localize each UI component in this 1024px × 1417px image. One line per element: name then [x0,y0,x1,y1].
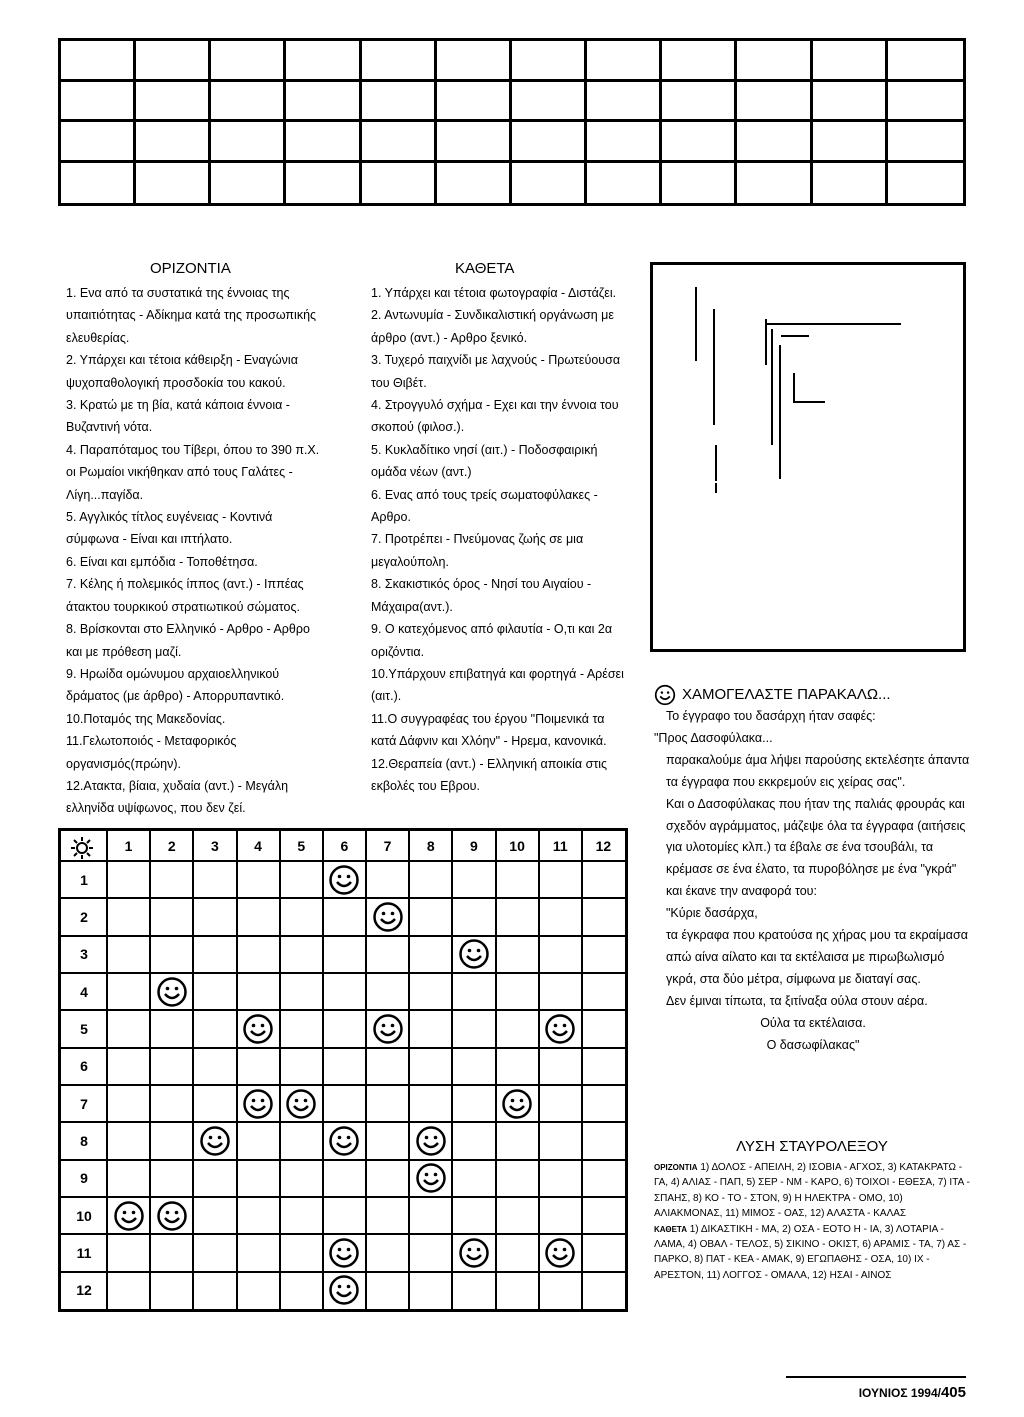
empty-grid-top [58,38,966,206]
column-number: 4 [254,838,262,854]
grid-cell[interactable] [286,82,361,123]
grid-cell[interactable] [61,41,136,82]
board-grid-line [61,1047,625,1049]
row-number: 11 [76,1245,92,1261]
drawing-line [781,335,809,337]
drawing-line [715,483,717,493]
solution-down-text: 1) ΔΙΚΑΣΤΙΚΗ - ΜΑ, 2) ΟΣΑ - ΕΟΤΟ Η - ΙΑ, 3) ΛΟΤΑΡΙΑ - ΛΑΜΑ, 4) ΟΒΑΛ - ΤΕΛΟΣ, 5) ΣΙΚΙΝΟ - ΟΚΙΣΤ, 6) ΑΡΑΜΙΣ - ΤΑ, 7) ΑΣ - ΠΑΡΚΟ, 8) ΠΑΤ - ΚΕΑ - ΑΜΑΚ, 9) ΕΓΩΠΑΘΗΣ - ΟΣΑ, 10) ΙΧ - ΑΡΕΣΤΟΝ, 11) ΛΟΓΓΟΣ - ΟΜΑΛΑ, 12) ΗΣΑΙ - ΑΙΝΟΣ [654,1223,967,1281]
grid-cell[interactable] [136,41,211,82]
humor-line: Δεν έμιναι τίπωτα, τα ξιτίναξα ούλα στουν αέρα. [666,993,928,1008]
drawing-line [793,373,795,403]
grid-cell[interactable] [362,41,437,82]
down-clue: 2. Αντωνυμία - Συνδικαλιστική οργάνωση με άρθρο (αντ.) - Αρθρο ξενικό. [371,308,614,345]
board-grid-line [322,831,324,1309]
solution-down-label: ΚΑΘΕΤΑ [654,1224,687,1234]
board-grid-line [61,1084,625,1086]
board-grid-line [61,897,625,899]
column-number: 2 [167,838,176,854]
row-number: 7 [80,1095,88,1112]
column-number: 8 [426,838,435,854]
grid-cell[interactable] [888,163,963,204]
grid-cell[interactable] [662,163,737,204]
smiley-block-icon [156,1200,188,1232]
grid-cell[interactable] [587,163,662,204]
smiley-block-icon [328,1237,360,1269]
across-clue: 8. Βρίσκονται στο Ελληνικό - Αρθρο - Αρθρο και με πρόθεση μαζί. [66,622,310,659]
grid-cell[interactable] [813,41,888,82]
board-grid-line [61,972,625,974]
smiley-block-icon [544,1237,576,1269]
board-grid-line [495,831,497,1309]
solution-across-text: 1) ΔΟΛΟΣ - ΑΠΕΙΛΗ, 2) ΙΣΟΒΙΑ - ΑΓΧΟΣ, 3) ΚΑΤΑΚΡΑΤΩ - ΓΑ, 4) ΑΛΙΑΣ - ΠΑΠ, 5) ΣΕΡ - ΝΜ - ΚΑΡΟ, 6) ΤΟΙΧΟΙ - ΕΘΕΣΑ, 7) ΙΤΑ - ΣΠΑΗΣ, 8) ΚΟ - ΤΟ - ΣΤΟΝ, 9) Η ΗΛΕΚΤΡΑ - ΟΜΟ, 10) ΑΛΙΑΚΜΟΝΑΣ, 11) ΜΙΜΟΣ - ΟΑΣ, 12) ΑΛΑΣΤΑ - ΚΑΛΑΣ [654,1162,970,1220]
across-heading: ΟΡΙΖΟΝΤΙΑ [150,260,231,277]
grid-cell[interactable] [512,122,587,163]
grid-cell[interactable] [813,163,888,204]
down-clue: 3. Τυχερό παιχνίδι με λαχνούς - Πρωτεύουσα του Θιβέτ. [371,353,621,390]
smiley-block-icon [544,1013,576,1045]
column-number: 5 [297,838,306,854]
solution-down [654,1222,970,1284]
grid-cell[interactable] [813,122,888,163]
grid-cell[interactable] [61,122,136,163]
board-grid-line [61,860,625,862]
grid-cell[interactable] [737,82,812,123]
grid-cell[interactable] [888,122,963,163]
smiley-block-icon [458,938,490,970]
across-clue: 12.Ατακτα, βίαια, χυδαία (αντ.) - Μεγάλη ελληνίδα υψίφωνος, που δεν ζεί. [66,778,289,816]
grid-cell[interactable] [587,122,662,163]
row-number: 9 [80,1170,88,1187]
smiley-block-icon [328,864,360,896]
smiley-block-icon [113,1200,145,1232]
page-footer [859,1384,966,1401]
grid-cell[interactable] [286,122,361,163]
humor-line: τα έγκραφα που κρατούσα ης χήρας μου τα εκραίμασα απώ αίνα αίλατο και τα εκτέλαισα με πιρωβωλισμό γκρά, στα δύο μέτρα, σίμφωνα με διαταγί σας. [666,928,968,986]
grid-cell[interactable] [211,163,286,204]
humor-line: Ούλα τα εκτέλαισα. [760,1015,866,1030]
humor-title [654,684,972,706]
across-clue: 2. Υπάρχει και τέτοια κάθειρξη - Εναγώνια ψυχοπαθολογική προσδοκία του κακού. [66,353,298,390]
crossword-board-grid [61,831,625,1309]
smiley-block-icon [501,1088,533,1120]
column-number: 7 [383,838,392,854]
humor-line: Ο δασωφίλακας" [766,1037,860,1052]
solution-across [654,1160,970,1222]
grid-cell[interactable] [136,163,211,204]
board-grid-line [538,831,540,1309]
drawing-line [771,329,773,445]
down-heading: ΚΑΘΕΤΑ [455,260,515,277]
across-clue: 4. Παραπόταμος του Τίβερι, όπου το 390 π.Χ. οι Ρωμαίοι νικήθηκαν από τους Γαλάτες - Λίγη...παγίδα. [66,442,320,502]
grid-cell[interactable] [662,122,737,163]
down-clue: 1. Υπάρχει και τέτοια φωτογραφία - Διστάζει. [371,286,617,300]
grid-cell[interactable] [888,41,963,82]
down-clue: 5. Κυκλαδίτικο νησί (αιτ.) - Ποδοσφαιρική ομάδα νέων (αντ.) [371,442,598,480]
board-grid-line [149,831,151,1309]
grid-cell[interactable] [211,122,286,163]
grid-cell[interactable] [437,41,512,82]
line-drawing-frame [650,262,966,652]
board-grid-line [61,1159,625,1161]
grid-cell[interactable] [362,82,437,123]
grid-cell[interactable] [737,122,812,163]
smiley-block-icon [242,1088,274,1120]
across-clue: 1. Ενα από τα συστατικά της έννοιας της υπαιτιότητας - Αδίκημα κατά της προσωπικής ελευθερίας. [66,286,317,345]
board-grid-line [61,1009,625,1011]
grid-cell[interactable] [662,41,737,82]
drawing-line [695,287,697,361]
solution-title: ΛΥΣΗ ΣΤΑΥΡΟΛΕΞΟΥ [736,1138,888,1155]
row-number: 5 [80,1021,88,1037]
row-number: 6 [80,1058,88,1075]
grid-cell[interactable] [737,163,812,204]
drawing-line [765,319,767,365]
down-clue: 9. Ο κατεχόμενος από φιλαυτία - Ο,τι και 2α οριζόντια. [371,622,613,659]
humor-line: "Προς Δασοφύλακα... [654,730,773,745]
drawing-line [767,323,901,325]
smiley-block-icon [458,1237,490,1269]
column-number: 3 [211,838,219,854]
humor-line: Το έγγραφο του δασάρχη ήταν σαφές: [666,709,876,723]
grid-cell[interactable] [437,82,512,123]
smiley-block-icon [415,1162,447,1194]
smiley-block-icon [242,1013,274,1045]
grid-cell[interactable] [437,122,512,163]
humor-line: παρακαλούμε άμα λήψει παρούσης εκτελέσητε άπαντα τα έγγραφα που εκκρεμούν εις χείρας σας". [666,752,970,789]
across-clue: 11.Γελωτοποιός - Μεταφορικός οργανισμός(πρώην). [66,734,237,771]
column-number: 6 [340,838,349,854]
grid-cell[interactable] [211,41,286,82]
across-clues [66,258,328,820]
across-clue: 3. Κρατώ με τη βία, κατά κάποια έννοια - Βυζαντινή νότα. [66,398,290,435]
board-grid-line [61,1271,625,1273]
across-clue: 6. Είναι και εμπόδια - Τοποθέτησα. [66,554,258,569]
solution-across-label: ΟΡΙΖΟΝΤΙΑ [654,1163,698,1172]
across-clue: 7. Κέλης ή πολεμικός ίππος (αντ.) - Ιππέας άτακτου τουρκικού στρατιωτικού σώματος. [66,577,304,614]
grid-cell[interactable] [587,82,662,123]
row-number: 4 [80,983,88,1000]
grid-cell[interactable] [437,163,512,204]
grid-cell[interactable] [512,82,587,123]
footer-month: ΙΟΥΝΙΟΣ 1994/ [858,1386,941,1400]
smiley-icon [654,684,676,706]
grid-cell[interactable] [61,163,136,204]
drawing-line [779,345,781,479]
board-grid-line [365,831,367,1309]
down-clues [371,258,633,797]
humor-column [654,684,972,1057]
grid-cell[interactable] [813,82,888,123]
grid-cell[interactable] [286,163,361,204]
smiley-block-icon [156,976,188,1008]
down-clue: 8. Σκακιστικός όρος - Νησί του Αιγαίου - Μάχαιρα(αντ.). [371,577,592,614]
smiley-block-icon [415,1125,447,1157]
column-number: 9 [470,838,478,854]
crossword-board [58,828,628,1312]
board-grid-line [581,831,583,1309]
humor-line: "Κύριε δασάρχα, [666,906,758,921]
drawing-line [713,309,715,425]
down-clue: 12.Θεραπεία (αντ.) - Ελληνική αποικία στις εκβολές του Εβρου. [371,756,608,793]
row-number: 10 [76,1207,92,1224]
board-grid-line [279,831,281,1309]
grid-cell[interactable] [362,163,437,204]
page-number: 405 [940,1384,966,1401]
column-number: 10 [509,838,525,854]
grid-cell[interactable] [61,82,136,123]
grid-cell[interactable] [211,82,286,123]
smiley-block-icon [372,1013,404,1045]
board-grid-line [61,1233,625,1235]
board-grid-line [61,1121,625,1123]
smiley-block-icon [285,1088,317,1120]
row-number: 8 [80,1133,88,1149]
grid-cell[interactable] [587,41,662,82]
across-clue: 5. Αγγλικός τίτλος ευγένειας - Κοντινά σύμφωνα - Είναι και ιπτήλατο. [66,510,273,547]
board-grid-line [236,831,238,1309]
grid-cell[interactable] [286,41,361,82]
grid-cell[interactable] [662,82,737,123]
humor-title-text: ΧΑΜΟΓΕΛΑΣΤΕ ΠΑΡΑΚΑΛΩ... [682,686,891,703]
down-clue: 7. Προτρέπει - Πνεύμονας ζωής σε μια μεγαλούπολη. [371,532,584,569]
drawing-line [795,401,825,403]
grid-cell[interactable] [136,82,211,123]
down-clue: 4. Στρογγυλό σχήμα - Εχει και την έννοια του σκοπού (φιλοσ.). [371,398,619,435]
humor-text [654,706,972,1057]
column-number: 12 [595,838,612,854]
drawing-line [715,445,717,481]
board-grid-line [61,935,625,937]
board-grid-line [408,831,410,1309]
footer-rule [786,1376,966,1378]
down-clue: 11.Ο συγγραφέας του έργου "Ποιμενικά τα κατά Δάφνιν και Χλόην" - Ηρεμα, κανονικά. [371,711,607,749]
column-number: 1 [124,838,133,854]
across-clue: 9. Ηρωίδα ομώνυμου αρχαιοελληνικού δράματος (με άρθρο) - Απορρυπαντικό. [66,666,285,704]
row-number: 1 [80,871,88,888]
down-clue: 10.Υπάρχουν επιβατηγά και φορτηγά - Αρέσει (αιτ.). [371,666,624,704]
grid-cell[interactable] [136,122,211,163]
board-grid-line [451,831,453,1309]
board-grid-line [192,831,194,1309]
grid-cell[interactable] [512,41,587,82]
across-clue: 10.Ποταμός της Μακεδονίας. [66,711,226,726]
smiley-block-icon [328,1274,360,1306]
crossword-solution [654,1136,970,1283]
board-grid-line [61,1196,625,1198]
smiley-block-icon [372,901,404,933]
smiley-block-icon [328,1125,360,1157]
down-clue: 6. Ενας από τους τρείς σωματοφύλακες - Αρθρο. [371,487,598,525]
grid-cell[interactable] [737,41,812,82]
row-number: 3 [80,946,88,963]
sun-icon [71,837,93,859]
humor-line: Και ο Δασοφύλακας που ήταν της παλιάς φρουράς και σχεδόν αγράμματος, μάζεψε όλα τα έγγραφα (αιτήσεις για υλοτομίες κλπ.) τα έβαλε σε ένα τσουβάλι, τα κρέμασε σε ένα έλατο, τα πυροβόλησε με ένα "γκρά" και έκανε την αναφορά του: [666,796,966,899]
grid-cell[interactable] [362,122,437,163]
grid-cell[interactable] [512,163,587,204]
grid-cell[interactable] [888,82,963,123]
row-number: 2 [80,909,88,925]
smiley-block-icon [199,1125,231,1157]
row-number: 12 [76,1282,92,1299]
column-number: 11 [552,838,568,854]
